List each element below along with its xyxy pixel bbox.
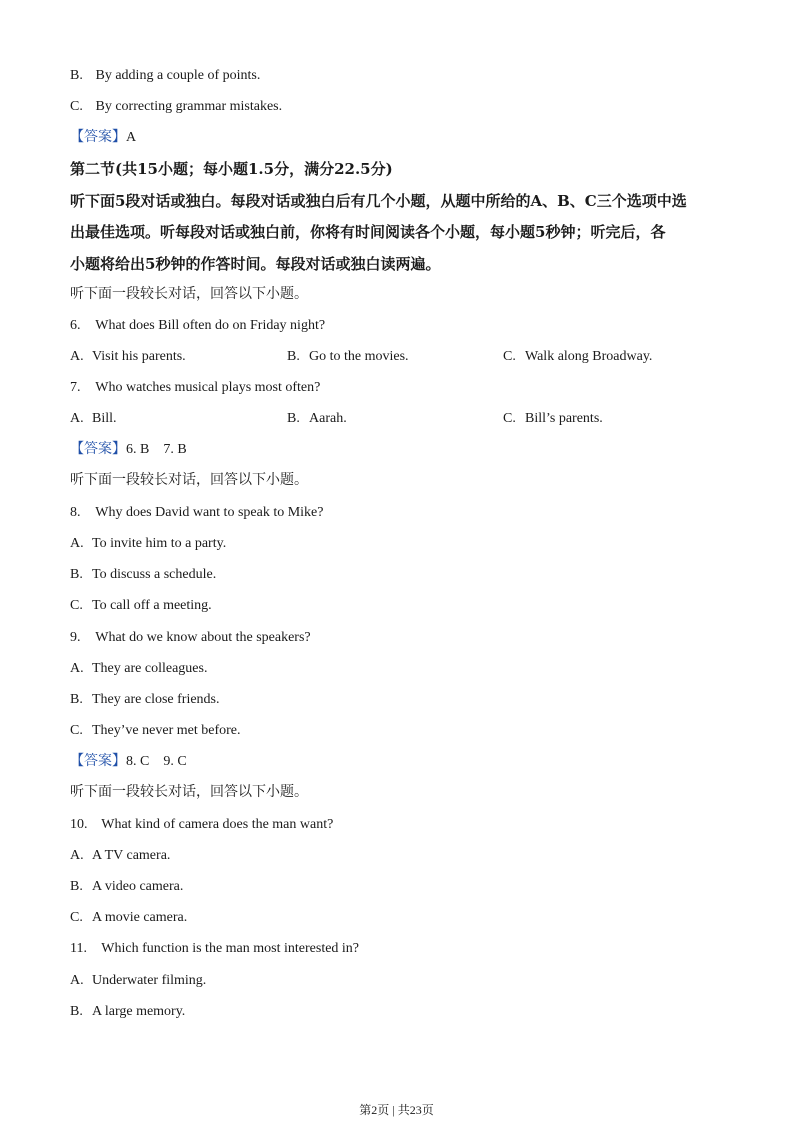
option-text: Visit his parents. — [92, 349, 186, 364]
answer-line — [70, 752, 187, 772]
question-number: 10. — [70, 817, 88, 832]
option-text: A movie camera. — [92, 910, 188, 925]
option-text: To discuss a schedule. — [92, 567, 217, 582]
answer-tag: 【答案】 — [70, 442, 126, 457]
question-text: Which function is the man most interested in? — [101, 941, 360, 956]
question-text: Who watches musical plays most often? — [95, 380, 321, 395]
question-number: 11. — [70, 941, 87, 956]
option-a — [70, 347, 186, 367]
question-number: 8. — [70, 505, 81, 520]
option-text: They’ve never met before. — [92, 723, 241, 738]
option-label: C. — [503, 349, 516, 364]
option-line — [70, 971, 206, 991]
option-label: A. — [70, 536, 84, 551]
option-line — [70, 721, 240, 741]
option-text: Aarah. — [309, 411, 347, 426]
option-label: A. — [70, 349, 84, 364]
option-label: C. — [70, 598, 83, 613]
option-line — [70, 534, 226, 554]
option-label: B. — [287, 349, 300, 364]
option-text: Underwater filming. — [92, 973, 207, 988]
option-text: Bill’s parents. — [525, 411, 603, 426]
page-footer: 第2页 | 共23页 — [359, 1103, 434, 1117]
option-line — [70, 659, 207, 679]
section-instructions-line: 出最佳选项。听每段对话或独白前，你将有时间阅读各个小题，每小题5秒钟；听完后，各 — [70, 223, 666, 241]
option-text: To invite him to a party. — [92, 536, 227, 551]
option-text: By adding a couple of points. — [95, 68, 261, 83]
option-text: Bill. — [92, 411, 117, 426]
option-line — [70, 97, 282, 117]
option-text: A large memory. — [92, 1004, 186, 1019]
section-instructions-line: 听下面5段对话或独白。每段对话或独白后有几个小题，从题中所给的A、B、C三个选项中选 — [70, 192, 687, 210]
answer-tag: 【答案】 — [70, 754, 126, 769]
option-c — [503, 409, 603, 429]
option-label: C. — [503, 411, 516, 426]
answer-value: A — [126, 130, 137, 145]
option-label: C. — [70, 723, 83, 738]
option-label: B. — [70, 68, 83, 83]
answer-tag: 【答案】 — [70, 130, 126, 145]
option-b — [287, 409, 347, 429]
option-label: B. — [287, 411, 300, 426]
directive: 听下面一段较长对话，回答以下小题。 — [70, 785, 308, 800]
option-label: C. — [70, 99, 83, 114]
option-label: B. — [70, 879, 83, 894]
section-instructions-line: 小题将给出5秒钟的作答时间。每段对话或独白读两遍。 — [70, 255, 441, 273]
question-number: 7. — [70, 380, 81, 395]
option-label: B. — [70, 1004, 83, 1019]
option-line — [70, 565, 216, 585]
question-7 — [70, 378, 320, 398]
option-line — [70, 66, 260, 86]
option-text: To call off a meeting. — [92, 598, 212, 613]
option-line — [70, 1002, 185, 1022]
answer-value: 8. C 9. C — [126, 754, 187, 769]
option-line — [70, 908, 187, 928]
option-label: C. — [70, 910, 83, 925]
answer-line — [70, 128, 136, 148]
question-text: What does Bill often do on Friday night? — [95, 318, 326, 333]
question-11 — [70, 939, 359, 959]
directive: 听下面一段较长对话，回答以下小题。 — [70, 473, 308, 488]
question-number: 6. — [70, 318, 81, 333]
option-label: B. — [70, 692, 83, 707]
option-a — [70, 409, 117, 429]
directive: 听下面一段较长对话，回答以下小题。 — [70, 287, 308, 302]
question-text: Why does David want to speak to Mike? — [95, 505, 324, 520]
option-text: Go to the movies. — [309, 349, 409, 364]
option-text: A TV camera. — [92, 848, 171, 863]
option-c — [503, 347, 652, 367]
option-text: By correcting grammar mistakes. — [95, 99, 283, 114]
answer-value: 6. B 7. B — [126, 442, 187, 457]
question-text: What do we know about the speakers? — [95, 630, 311, 645]
option-text: They are close friends. — [92, 692, 220, 707]
option-label: A. — [70, 848, 84, 863]
section-heading: 第二节(共15小题；每小题1.5分，满分22.5分) — [70, 160, 393, 178]
option-line — [70, 690, 220, 710]
option-text: Walk along Broadway. — [525, 349, 653, 364]
option-line — [70, 596, 212, 616]
question-number: 9. — [70, 630, 81, 645]
question-8 — [70, 503, 323, 523]
option-line — [70, 877, 183, 897]
question-9 — [70, 628, 311, 648]
option-b — [287, 347, 409, 367]
option-text: They are colleagues. — [92, 661, 208, 676]
option-label: B. — [70, 567, 83, 582]
question-10 — [70, 815, 333, 835]
option-text: A video camera. — [92, 879, 184, 894]
question-text: What kind of camera does the man want? — [101, 817, 334, 832]
answer-line — [70, 440, 187, 460]
option-line — [70, 846, 170, 866]
question-6 — [70, 316, 325, 336]
option-label: A. — [70, 411, 84, 426]
option-label: A. — [70, 661, 84, 676]
option-label: A. — [70, 973, 84, 988]
